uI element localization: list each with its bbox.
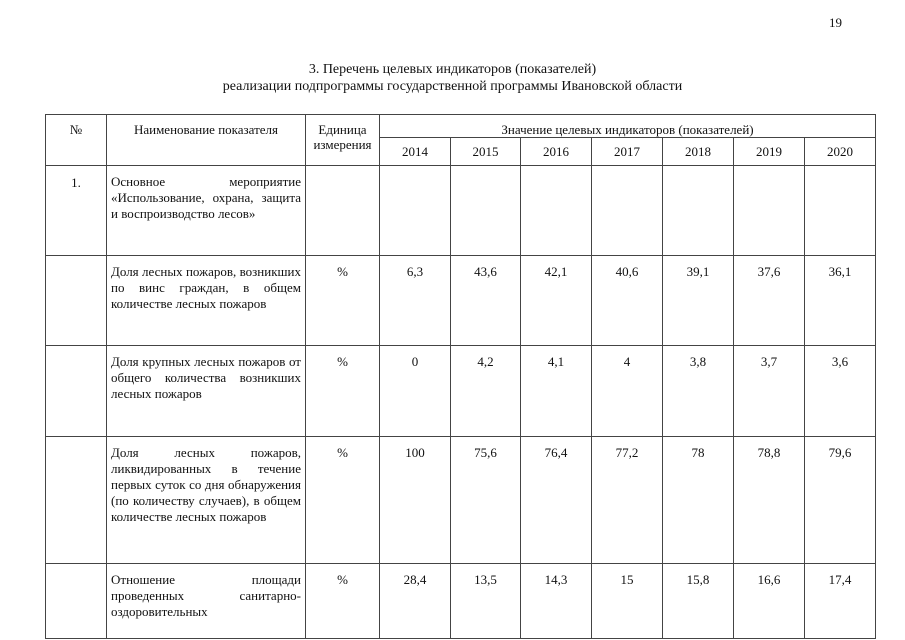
indicator-value: 37,6 bbox=[734, 256, 805, 346]
indicator-unit: % bbox=[306, 564, 380, 639]
indicator-unit: % bbox=[306, 256, 380, 346]
row-number bbox=[46, 437, 107, 564]
indicator-value: 13,5 bbox=[451, 564, 521, 639]
indicator-value: 4,2 bbox=[451, 346, 521, 437]
indicator-value bbox=[805, 166, 876, 256]
header-year: 2016 bbox=[521, 138, 592, 166]
header-year: 2014 bbox=[380, 138, 451, 166]
indicator-value: 15 bbox=[592, 564, 663, 639]
indicator-value bbox=[734, 166, 805, 256]
header-year: 2018 bbox=[663, 138, 734, 166]
indicator-value: 3,7 bbox=[734, 346, 805, 437]
indicator-name: Основное мероприятие «Использование, охрана, защита и воспроизводство лесов» bbox=[107, 166, 306, 256]
indicator-value: 43,6 bbox=[451, 256, 521, 346]
title-line-1: 3. Перечень целевых индикаторов (показателей) bbox=[308, 62, 597, 77]
indicator-value bbox=[451, 166, 521, 256]
title-line-2: реализации подпрограммы государственной программы Ивановской области bbox=[222, 79, 683, 94]
indicator-value: 78 bbox=[663, 437, 734, 564]
indicator-value: 75,6 bbox=[451, 437, 521, 564]
indicator-value: 100 bbox=[380, 437, 451, 564]
indicator-unit: % bbox=[306, 437, 380, 564]
indicator-value: 3,6 bbox=[805, 346, 876, 437]
indicator-value bbox=[592, 166, 663, 256]
indicator-unit bbox=[306, 166, 380, 256]
indicator-unit: % bbox=[306, 346, 380, 437]
indicator-name: Доля лесных пожаров, ликвидированных в течение первых суток со дня обнаружения (по количеству случаев), в общем количестве лесных пожаров bbox=[107, 437, 306, 564]
table-row bbox=[46, 256, 876, 346]
indicator-value: 77,2 bbox=[592, 437, 663, 564]
header-values-group: Значение целевых индикаторов (показателей) bbox=[380, 115, 876, 138]
indicator-value: 36,1 bbox=[805, 256, 876, 346]
header-year: 2017 bbox=[592, 138, 663, 166]
table-row bbox=[46, 346, 876, 437]
indicator-value: 0 bbox=[380, 346, 451, 437]
page-title bbox=[0, 61, 905, 95]
row-number bbox=[46, 346, 107, 437]
indicator-value: 14,3 bbox=[521, 564, 592, 639]
page-number: 19 bbox=[829, 15, 842, 30]
indicators-table bbox=[45, 114, 876, 639]
indicator-value: 28,4 bbox=[380, 564, 451, 639]
indicator-value bbox=[663, 166, 734, 256]
indicator-value: 39,1 bbox=[663, 256, 734, 346]
row-number bbox=[46, 564, 107, 639]
indicator-value: 78,8 bbox=[734, 437, 805, 564]
header-row bbox=[46, 115, 876, 138]
row-number bbox=[46, 256, 107, 346]
indicator-value: 76,4 bbox=[521, 437, 592, 564]
header-unit: Единица измерения bbox=[306, 115, 380, 166]
indicator-value: 79,6 bbox=[805, 437, 876, 564]
header-name: Наименование показателя bbox=[107, 115, 306, 166]
indicator-value bbox=[380, 166, 451, 256]
indicator-value: 4 bbox=[592, 346, 663, 437]
indicator-value: 16,6 bbox=[734, 564, 805, 639]
indicator-name: Доля крупных лесных пожаров от общего количества возникших лесных пожаров bbox=[107, 346, 306, 437]
indicator-name: Доля лесных пожаров, возникших по винс граждан, в общем количестве лесных пожаров bbox=[107, 256, 306, 346]
header-year: 2015 bbox=[451, 138, 521, 166]
indicator-value bbox=[521, 166, 592, 256]
indicator-name: Отношение площади проведенных санитарно-оздоровительных bbox=[107, 564, 306, 639]
table-row bbox=[46, 437, 876, 564]
indicator-value: 4,1 bbox=[521, 346, 592, 437]
indicator-value: 6,3 bbox=[380, 256, 451, 346]
header-num: № bbox=[46, 115, 107, 166]
row-number: 1. bbox=[46, 166, 107, 256]
indicator-value: 15,8 bbox=[663, 564, 734, 639]
indicator-value: 3,8 bbox=[663, 346, 734, 437]
header-year: 2020 bbox=[805, 138, 876, 166]
table-row bbox=[46, 564, 876, 639]
indicator-value: 17,4 bbox=[805, 564, 876, 639]
indicator-value: 40,6 bbox=[592, 256, 663, 346]
indicator-value: 42,1 bbox=[521, 256, 592, 346]
table-row bbox=[46, 166, 876, 256]
header-year: 2019 bbox=[734, 138, 805, 166]
